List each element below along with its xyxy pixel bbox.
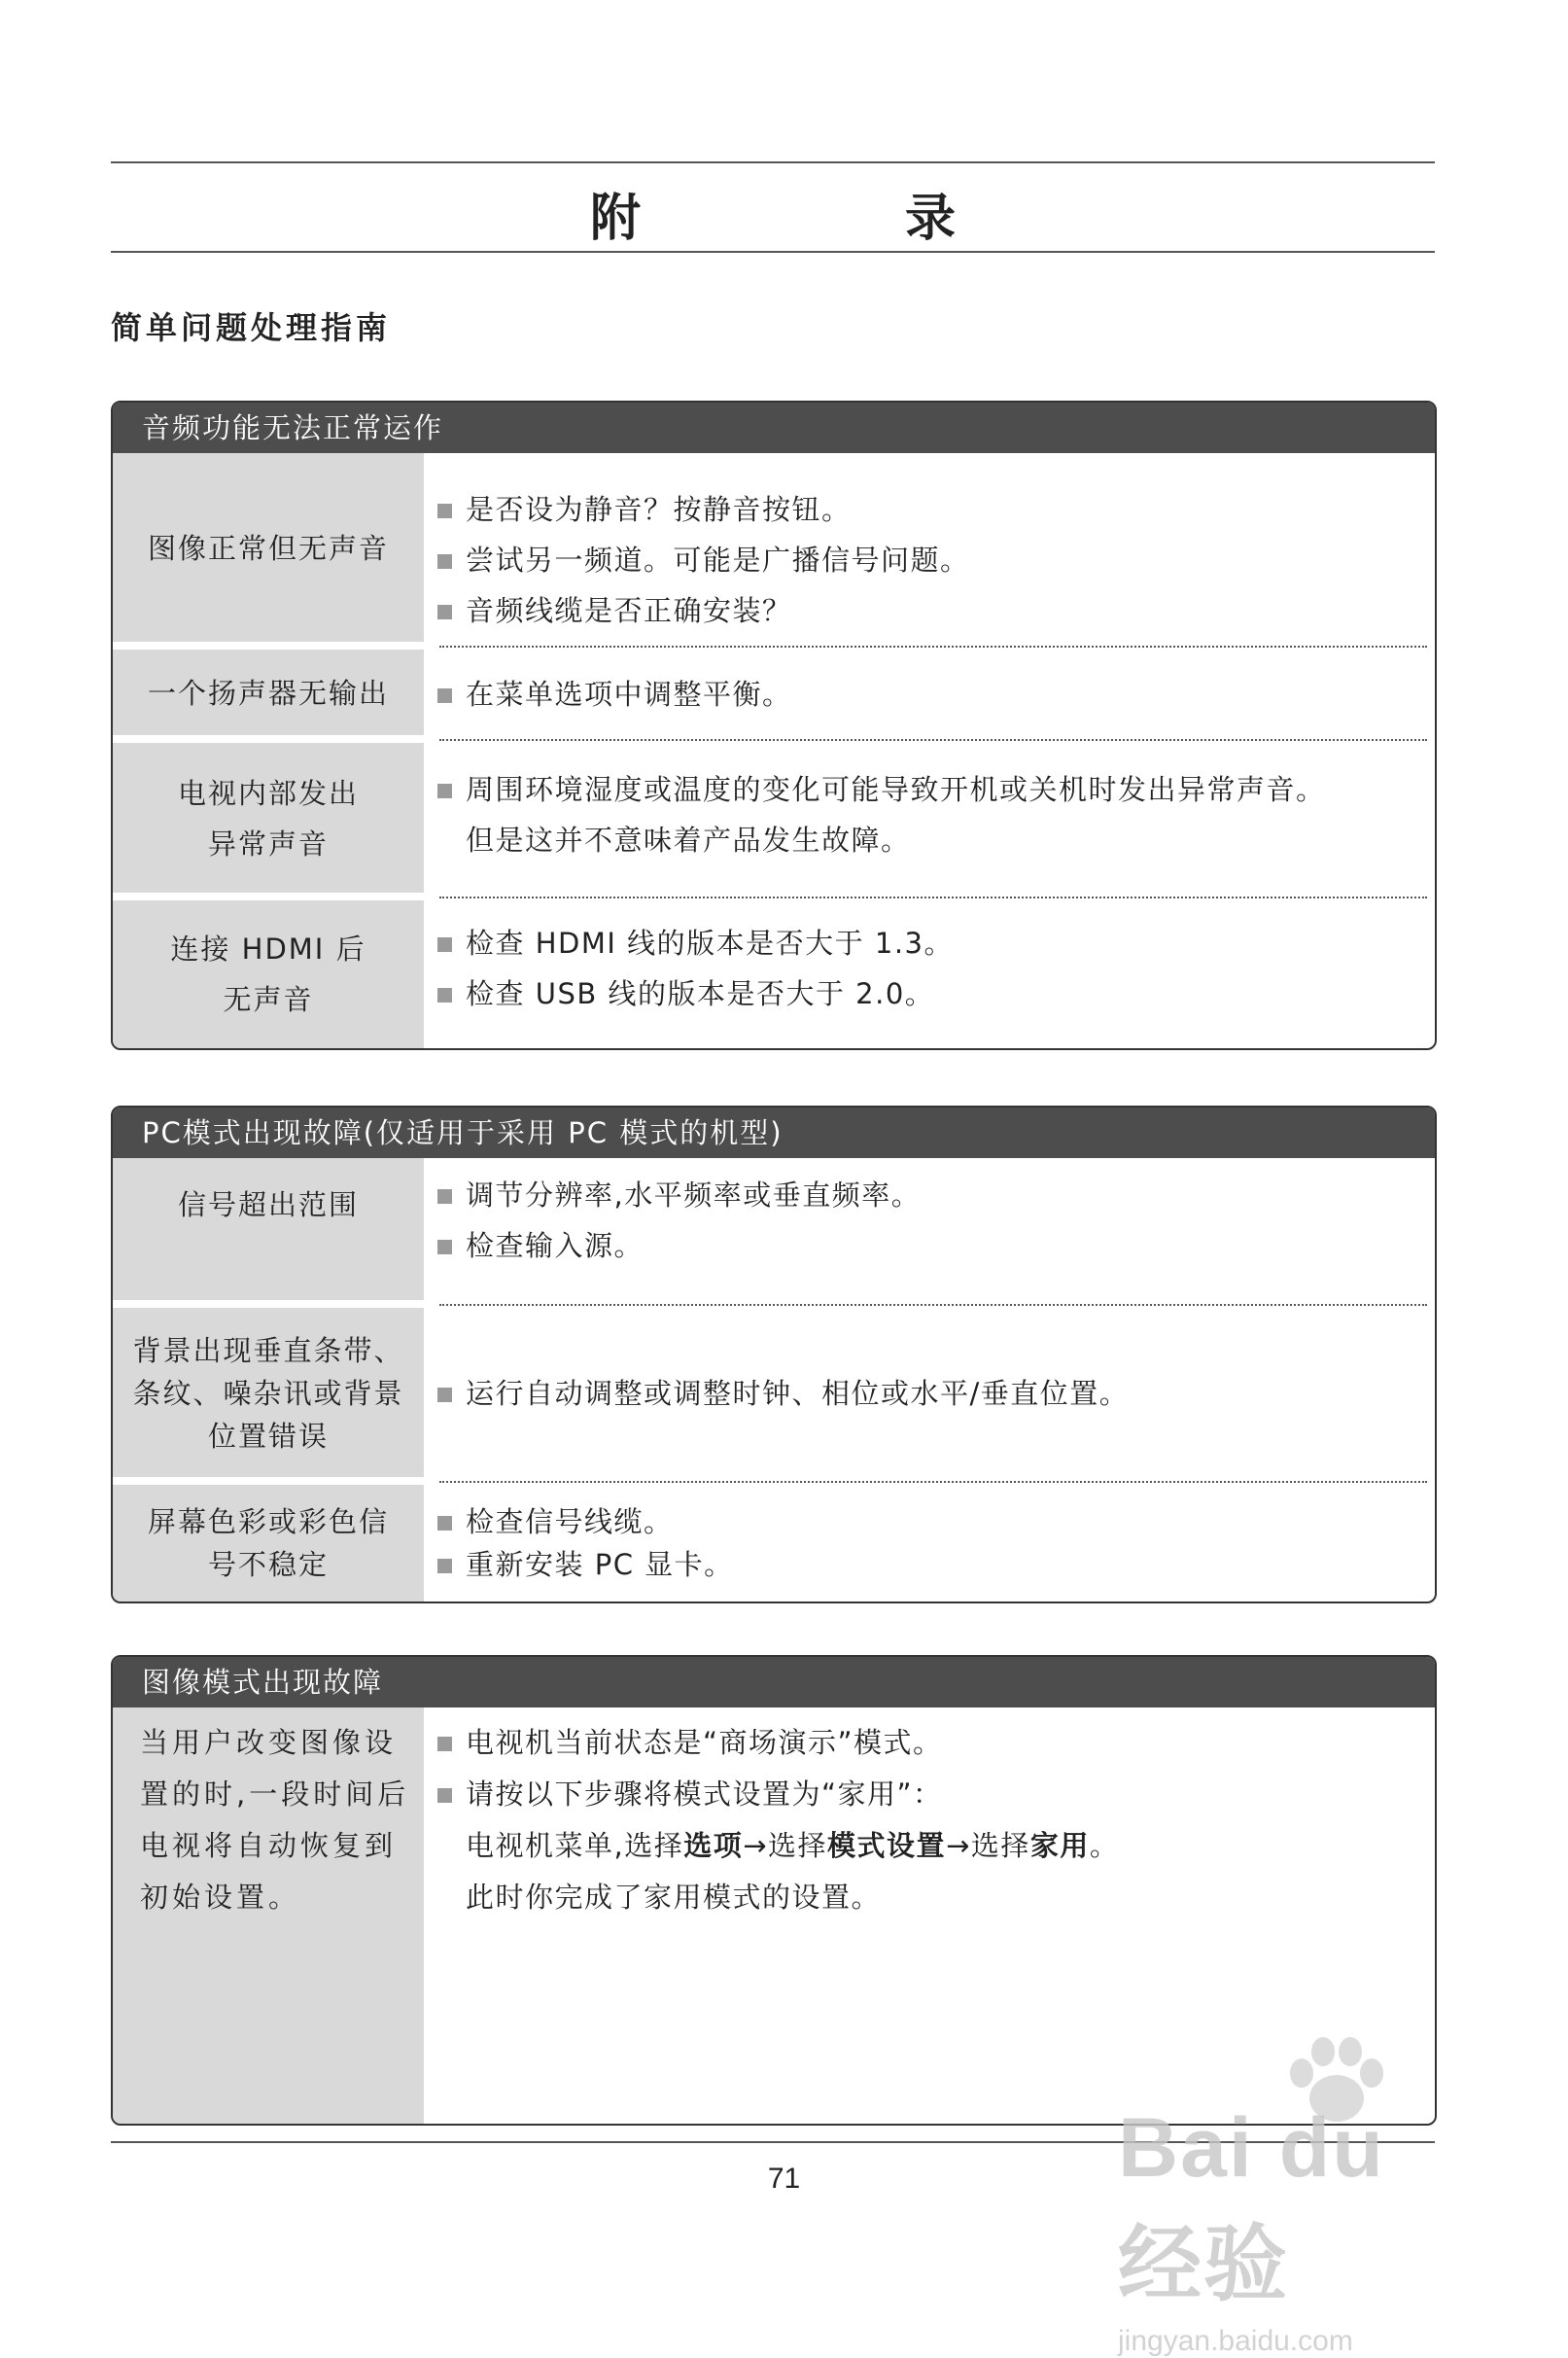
problem-text: 置的时,一段时间后 — [140, 1777, 410, 1811]
table-row — [113, 1485, 1435, 1601]
square-bullet-icon — [437, 937, 452, 952]
table-row — [113, 1308, 1435, 1479]
problem-text: 条纹、噪杂讯或背景 — [132, 1377, 404, 1410]
problem-cell — [113, 453, 424, 644]
problem-text: 电视内部发出 — [177, 777, 359, 810]
problem-cell — [113, 1158, 424, 1302]
solution-item: 重新安装 PC 显卡。 — [437, 1543, 1435, 1586]
top-rule — [111, 161, 1435, 163]
problem-text: 初始设置。 — [140, 1881, 301, 1914]
row-divider — [439, 897, 1427, 898]
problem-text: 位置错误 — [207, 1420, 329, 1453]
solution-item: 音频线缆是否正确安装？ — [437, 585, 1435, 636]
solution-item: 在菜单选项中调整平衡。 — [437, 669, 1435, 720]
table-row — [113, 1158, 1435, 1302]
menu-step-home: 家用 — [1029, 1829, 1090, 1862]
problem-text: 电视将自动恢复到 — [140, 1829, 398, 1862]
square-bullet-icon — [437, 554, 452, 569]
table-row — [113, 453, 1435, 644]
menu-steps: 电视机菜单,选择选项→选择模式设置→选择家用。 — [466, 1829, 1120, 1862]
square-bullet-icon — [437, 1737, 452, 1751]
menu-step-options: 选项 — [683, 1829, 744, 1862]
row-gap — [113, 1477, 424, 1485]
problem-text: 屏幕色彩或彩色信 — [147, 1505, 389, 1538]
table-row — [113, 743, 1435, 895]
audio-troubleshooting-section — [111, 401, 1437, 1050]
solution-item: 检查 HDMI 线的版本是否大于 1.3。 — [437, 918, 1435, 968]
section-header: 图像模式出现故障 — [113, 1657, 1435, 1707]
problem-cell — [113, 1308, 424, 1479]
square-bullet-icon — [437, 1516, 452, 1531]
section-header: 音频功能无法正常运作 — [113, 403, 1435, 453]
solution-cell — [437, 1158, 1435, 1302]
solution-item: 检查输入源。 — [437, 1220, 1435, 1271]
section-header: PC模式出现故障(仅适用于采用 PC 模式的机型) — [113, 1108, 1435, 1158]
problem-text: 当用户改变图像设 — [140, 1726, 398, 1759]
page-number: 71 — [767, 2163, 801, 2195]
section-body — [113, 1158, 1435, 1601]
watermark — [1118, 2042, 1487, 2357]
problem-text: 背景出现垂直条带、 — [132, 1334, 404, 1367]
row-gap — [113, 735, 424, 743]
final-note: 此时你完成了家用模式的设置。 — [466, 1881, 882, 1914]
watermark-logo: Bai du 经验 — [1118, 2101, 1385, 2311]
solution-item: 检查 USB 线的版本是否大于 2.0。 — [437, 968, 1435, 1019]
row-divider — [439, 1481, 1427, 1483]
square-bullet-icon — [437, 1388, 452, 1402]
solution-item: 检查信号线缆。 — [437, 1500, 1435, 1543]
square-bullet-icon — [437, 605, 452, 619]
solution-item: 周围环境湿度或温度的变化可能导致开机或关机时发出异常声音。 — [437, 764, 1435, 815]
problem-text: 连接 HDMI 后 — [170, 933, 366, 966]
problem-cell — [113, 1707, 424, 2124]
problem-text: 号不稳定 — [207, 1548, 329, 1581]
title-bottom-rule — [111, 251, 1435, 253]
square-bullet-icon — [437, 784, 452, 798]
problem-text: 一个扬声器无输出 — [147, 677, 389, 710]
solution-item: 调节分辨率,水平频率或垂直频率。 — [437, 1170, 1435, 1220]
problem-cell — [113, 1485, 424, 1601]
solution-continuation: 但是这并不意味着产品发生故障。 — [466, 824, 911, 857]
section-body — [113, 453, 1435, 1048]
problem-text: 异常声音 — [207, 827, 329, 861]
solution-cell — [437, 743, 1435, 895]
problem-text: 图像正常但无声音 — [147, 532, 389, 565]
problem-cell — [113, 900, 424, 1048]
solution-cell — [437, 453, 1435, 644]
solution-item: 运行自动调整或调整时钟、相位或水平/垂直位置。 — [437, 1368, 1435, 1419]
watermark-url: jingyan.baidu.com — [1118, 2325, 1353, 2357]
square-bullet-icon — [437, 1559, 452, 1573]
solution-item: 是否设为静音？按静音按钮。 — [437, 484, 1435, 535]
solution-cell — [437, 900, 1435, 1048]
square-bullet-icon — [437, 988, 452, 1003]
pc-mode-troubleshooting-section — [111, 1106, 1437, 1603]
row-gap — [113, 1300, 424, 1308]
square-bullet-icon — [437, 1788, 452, 1803]
problem-cell — [113, 650, 424, 737]
solution-item: 尝试另一频道。可能是广播信号问题。 — [437, 535, 1435, 585]
row-divider — [439, 739, 1427, 741]
table-row — [113, 900, 1435, 1048]
row-divider — [439, 646, 1427, 648]
menu-step-mode-setting: 模式设置 — [827, 1829, 947, 1862]
section-subtitle: 简单问题处理指南 — [111, 309, 392, 346]
solution-cell — [437, 1485, 1435, 1601]
square-bullet-icon — [437, 1189, 452, 1204]
solution-cell — [437, 650, 1435, 737]
row-divider — [439, 1304, 1427, 1306]
table-row — [113, 650, 1435, 737]
square-bullet-icon — [437, 688, 452, 703]
solution-item: 请按以下步骤将模式设置为“家用”： — [437, 1769, 1435, 1820]
page-title: 附 录 — [589, 190, 1063, 248]
row-gap — [113, 893, 424, 900]
problem-text: 无声音 — [223, 983, 314, 1016]
row-gap — [113, 642, 424, 650]
square-bullet-icon — [437, 504, 452, 518]
solution-item: 电视机当前状态是“商场演示”模式。 — [437, 1717, 1435, 1769]
solution-cell — [437, 1308, 1435, 1479]
problem-text: 信号超出范围 — [177, 1188, 359, 1221]
problem-cell — [113, 743, 424, 895]
square-bullet-icon — [437, 1240, 452, 1254]
